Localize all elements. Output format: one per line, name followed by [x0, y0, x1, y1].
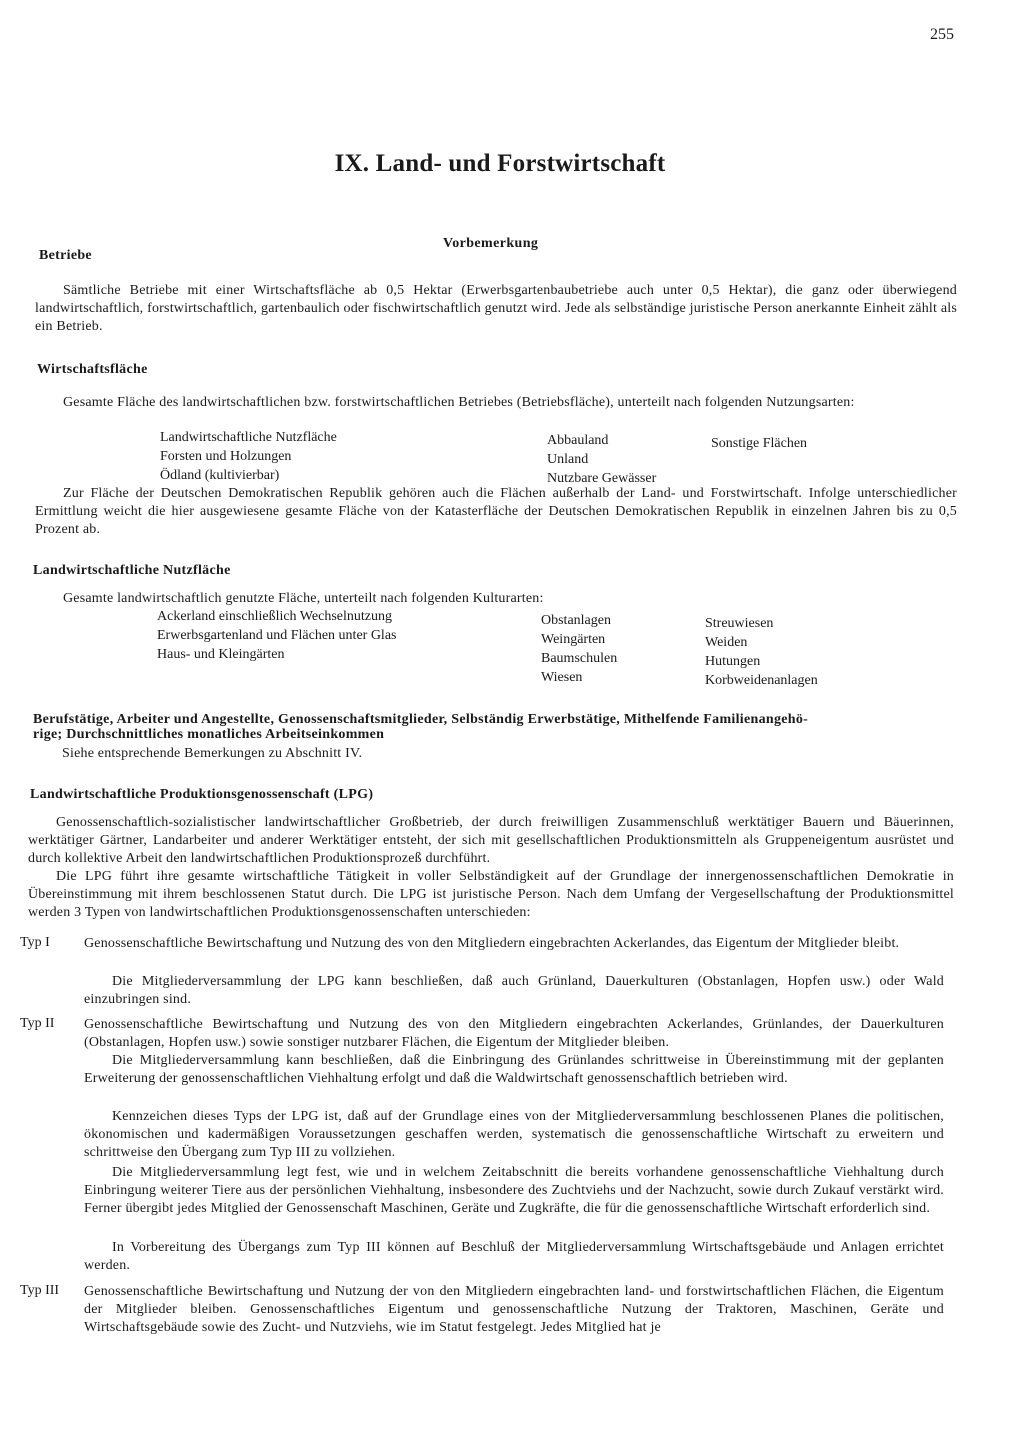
list-item: Abbauland: [547, 433, 609, 448]
list-item: Weingärten: [541, 632, 606, 647]
list-item: Baumschulen: [541, 651, 618, 666]
nutzungsarten-col3: [711, 434, 807, 453]
typ-2-paragraph-b: Die Mitgliederversammlung kann beschließen, daß die Einbringung des Grünlandes schrittweise in Übereinstimmung mit der geplanten Erweiterung der genossenschaftlichen Viehhaltung erfolgt und daß die Waldwirtschaft genossenschaftlich betrieben wird.: [84, 1053, 944, 1086]
paragraph-wirtschaftsflaeche-intro: Gesamte Fläche des landwirtschaftlichen bzw. forstwirtschaftlichen Betriebes (Betriebsfläche), unterteilt nach folgenden Nutzungsarten:: [63, 395, 855, 410]
kulturarten-col1: [157, 607, 396, 664]
paragraph-lnf-intro: Gesamte landwirtschaftlich genutzte Fläche, unterteilt nach folgenden Kulturarten:: [63, 591, 544, 606]
heading-lpg: Landwirtschaftliche Produktionsgenossenschaft (LPG): [30, 787, 374, 802]
paragraph-betriebe: Sämtliche Betriebe mit einer Wirtschaftsfläche ab 0,5 Hektar (Erwerbsgartenbaubetriebe auch unter 0,5 Hektar), die ganz oder überwiegend landwirtschaftlich, forstwirtschaftlich, gartenbaulich oder fischwirtschaftlich genutzt wird. Jede als selbständige juristische Person anerkannte Einheit zählt als ein Betrieb.: [35, 283, 957, 334]
typ-2-label: Typ II: [20, 1016, 55, 1031]
list-item: Landwirtschaftliche Nutzfläche: [160, 430, 337, 445]
list-item: Weiden: [705, 635, 748, 650]
list-item: Ackerland einschließlich Wechselnutzung: [157, 609, 392, 624]
list-item: Korbweidenanlagen: [705, 673, 818, 688]
page-number: 255: [930, 26, 954, 43]
list-item: Hutungen: [705, 654, 761, 669]
list-item: Haus- und Kleingärten: [157, 647, 285, 662]
paragraph-berufstaetige: Siehe entsprechende Bemerkungen zu Abschnitt IV.: [62, 746, 363, 761]
list-item: Unland: [547, 452, 589, 467]
kulturarten-col3: [705, 614, 818, 690]
list-item: Sonstige Flächen: [711, 436, 808, 451]
heading-landwirtschaftliche-nutzflaeche: Landwirtschaftliche Nutzfläche: [33, 563, 231, 578]
vorbemerkung-heading: Vorbemerkung: [443, 236, 539, 251]
typ-3-paragraph-a: Genossenschaftliche Bewirtschaftung und Nutzung der von den Mitgliedern eingebrachten land- und forstwirtschaftlichen Flächen, die Eigentum der Mitglieder bleiben. Genossenschaftliches Eigentum und genossenschaftliche Nutzung der Traktoren, Maschinen, Geräte und Wirtschaftsgebäude sowie des Zucht- und Nutzviehs, wie im Statut festgelegt. Jedes Mitglied hat je: [84, 1284, 944, 1335]
list-item: Ödland (kultivierbar): [160, 468, 280, 483]
typ-1-paragraph-b: Die Mitgliederversammlung der LPG kann beschließen, daß auch Grünland, Dauerkulturen (Obstanlagen, Hopfen usw.) oder Wald einzubringen sind.: [84, 974, 944, 1007]
paragraph-lpg-1: Genossenschaftlich-sozialistischer landwirtschaftlicher Großbetrieb, der durch freiwilligen Zusammenschluß werktätiger Bauern und Bäuerinnen, werktätiger Gärtner, Landarbeiter und anderer Werktätiger entsteht, der sich mit gesellschaftlichen Produktionsmitteln als Gruppeneigentum ausrüstet und durch kollektive Arbeit den landwirtschaftlichen Produktionsprozeß durchführt.: [28, 815, 954, 866]
typ-2-paragraph-d: Die Mitgliederversammlung legt fest, wie und in welchem Zeitabschnitt die bereits vorhandene genossenschaftliche Viehhaltung durch Einbringung weiterer Tiere aus der persönlichen Viehhaltung, insbesondere des Zuchtviehs und der Nachzucht, sowie durch Zukauf verstärkt wird. Ferner übergibt jedes Mitglied der Genossenschaft Maschinen, Geräte und Zugkräfte, die für die genossenschaftliche Wirtschaft erforderlich sind.: [84, 1165, 944, 1216]
kulturarten-col2: [541, 611, 617, 687]
list-item: Forsten und Holzungen: [160, 449, 292, 464]
list-item: Nutzbare Gewässer: [547, 471, 657, 486]
typ-2-paragraph-c: Kennzeichen dieses Typs der LPG ist, daß auf der Grundlage eines von der Mitgliederversammlung beschlossenen Planes die politischen, ökonomischen und kadermäßigen Voraussetzungen geschaffen werden, systematisch die genossenschaftliche Wirtschaft zu erweitern und schrittweise den Übergang zum Typ III zu vollziehen.: [84, 1109, 944, 1160]
list-item: Obstanlagen: [541, 613, 611, 628]
typ-2-paragraph-a: Genossenschaftliche Bewirtschaftung und Nutzung des von den Mitgliedern eingebrachten Ackerlandes, Grünlandes, der Dauerkulturen (Obstanlagen, Hopfen usw.) sowie sonstiger nutzbarer Flächen, die Eigentum der Mitglieder bleiben.: [84, 1017, 944, 1050]
heading-wirtschaftsflaeche: Wirtschaftsfläche: [37, 362, 148, 377]
typ-1-label: Typ I: [20, 935, 50, 950]
heading-betriebe: Betriebe: [39, 248, 92, 263]
list-item: Erwerbsgartenland und Flächen unter Glas: [157, 628, 397, 643]
heading-berufstaetige-line1: Berufstätige, Arbeiter und Angestellte, Genossenschaftsmitglieder, Selbständig Erwerbstätige, Mithelfende Familienangehö-: [33, 712, 809, 727]
typ-3-label: Typ III: [20, 1283, 60, 1298]
paragraph-wirtschaftsflaeche-note: Zur Fläche der Deutschen Demokratischen Republik gehören auch die Flächen außerhalb der Land- und Forstwirtschaft. Infolge unterschiedlicher Ermittlung weicht die hier ausgewiesene gesamte Fläche von der Katasterfläche der Deutschen Demokratischen Republik in einzelnen Jahren bis zu 0,5 Prozent ab.: [35, 486, 957, 537]
list-item: Streuwiesen: [705, 616, 774, 631]
paragraph-lpg-2: Die LPG führt ihre gesamte wirtschaftliche Tätigkeit in voller Selbständigkeit auf der Grundlage der innergenossenschaftlichen Demokratie in Übereinstimmung mit ihrem beschlossenen Statut durch. Die LPG ist juristische Person. Nach dem Umfang der Vergesellschaftung der Produktionsmittel werden 3 Typen von landwirtschaftlichen Produktionsgenossenschaften unterschieden:: [28, 869, 954, 920]
nutzungsarten-col1: [160, 428, 337, 485]
heading-berufstaetige-line2: rige; Durchschnittliches monatliches Arbeitseinkommen: [33, 727, 385, 742]
typ-1-paragraph-a: Genossenschaftliche Bewirtschaftung und Nutzung des von den Mitgliedern eingebrachten Ackerlandes, das Eigentum der Mitglieder bleibt.: [84, 936, 900, 951]
list-item: Wiesen: [541, 670, 583, 685]
typ-2-paragraph-e: In Vorbereitung des Übergangs zum Typ III können auf Beschluß der Mitgliederversammlung Wirtschaftsgebäude und Anlagen errichtet werden.: [84, 1240, 944, 1273]
nutzungsarten-col2: [547, 431, 656, 488]
chapter-title: IX. Land- und Forstwirtschaft: [334, 150, 666, 177]
